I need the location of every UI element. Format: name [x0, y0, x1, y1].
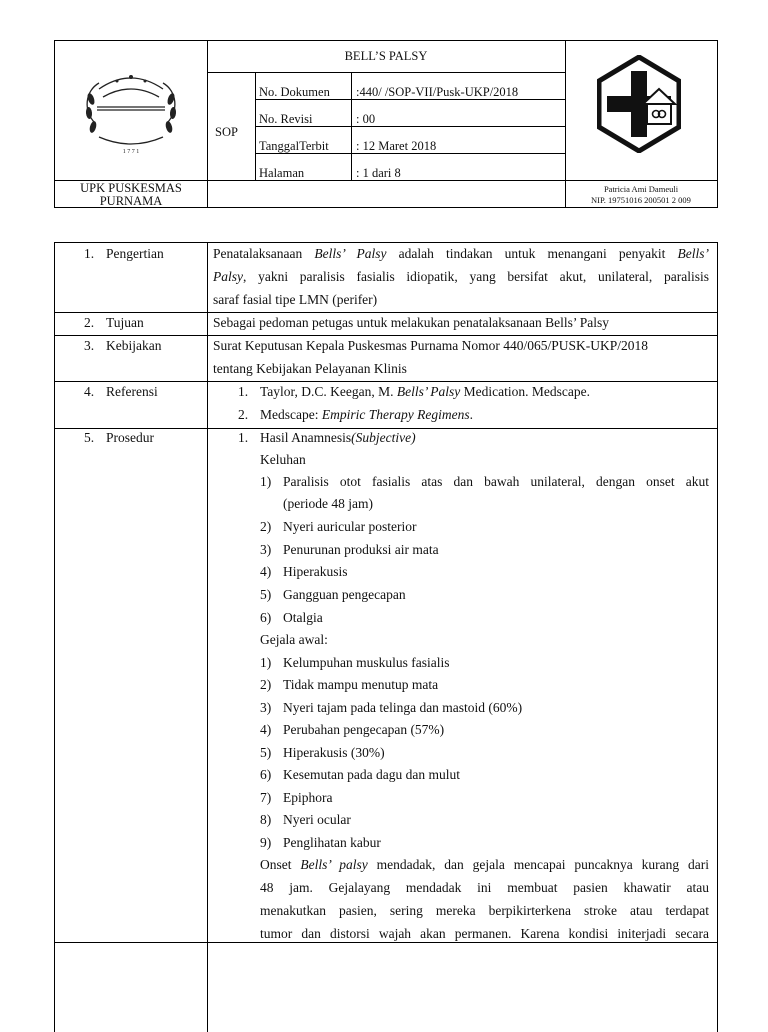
keluhan-item: Penurunan produksi air mata — [283, 542, 439, 557]
onset-paragraph-line: menakutkan pasien, sering mereka berpikirterkena stroke atau terdapat — [260, 903, 709, 918]
list-number: 6) — [260, 767, 272, 782]
divider — [55, 381, 717, 382]
field-value-dokumen: :440/ /SOP-VII/Pusk-UKP/2018 — [356, 85, 519, 99]
list-number: 1. — [238, 430, 249, 445]
row-number: 4. — [84, 384, 95, 399]
list-number: 4) — [260, 722, 272, 737]
gejala-item: Epiphora — [283, 790, 333, 805]
row-label-prosedur: Prosedur — [106, 430, 154, 445]
row-label-referensi: Referensi — [106, 384, 158, 399]
tujuan-text: Sebagai pedoman petugas untuk melakukan penatalaksanaan Bells’ Palsy — [213, 315, 610, 330]
divider — [55, 335, 717, 336]
list-number: 3) — [260, 700, 272, 715]
list-number: 6) — [260, 610, 272, 625]
divider — [55, 428, 717, 429]
puskesmas-logo-icon — [597, 55, 681, 153]
sop-label: SOP — [215, 125, 238, 139]
list-number: 2) — [260, 677, 272, 692]
field-label-dokumen: No. Dokumen — [259, 85, 330, 99]
list-number: 1) — [260, 474, 272, 489]
kebijakan-line: Surat Keputusan Kepala Puskesmas Purnama Nomor 440/065/PUSK-UKP/2018 — [213, 338, 648, 353]
field-value-tanggal: : 12 Maret 2018 — [356, 139, 437, 153]
onset-paragraph-line: 48 jam. Gejalayang mendadak ini membuat pasien khawatir atau — [260, 880, 709, 895]
keluhan-item: Nyeri auricular posterior — [283, 519, 417, 534]
document-header — [54, 40, 718, 208]
field-label-halaman: Halaman — [259, 166, 305, 180]
row-label-kebijakan: Kebijakan — [106, 338, 162, 353]
document-title: BELL’S PALSY — [344, 49, 428, 63]
gejala-item: Nyeri tajam pada telinga dan mastoid (60%) — [283, 700, 523, 715]
divider — [565, 41, 566, 207]
list-number: 2) — [260, 519, 272, 534]
field-label-tanggal: TanggalTerbit — [259, 139, 329, 153]
gejala-item: Kelumpuhan muskulus fasialis — [283, 655, 450, 670]
gejala-item: Kesemutan pada dagu dan mulut — [283, 767, 460, 782]
reference-item: Medscape: Empiric Therapy Regimens. — [260, 407, 473, 422]
keluhan-item: Otalgia — [283, 610, 323, 625]
row-number: 5. — [84, 430, 95, 445]
field-label-revisi: No. Revisi — [259, 112, 313, 126]
divider — [255, 126, 565, 127]
pengertian-line: Penatalaksanaan Bells’ Palsy adalah tindakan untuk menangani penyakit Bells’ — [213, 246, 709, 261]
divider — [255, 99, 565, 100]
gejala-item: Tidak mampu menutup mata — [283, 677, 439, 692]
divider — [207, 41, 208, 207]
keluhan-item: Paralisis otot fasialis atas dan bawah unilateral, dengan onset akut — [283, 474, 709, 489]
gejala-title: Gejala awal: — [260, 632, 328, 647]
list-number: 5) — [260, 587, 272, 602]
row-number: 3. — [84, 338, 95, 353]
list-number: 1) — [260, 655, 272, 670]
divider — [207, 72, 565, 73]
emblem-year: 1 7 7 1 — [122, 149, 140, 155]
list-number: 4) — [260, 564, 272, 579]
government-emblem-icon — [69, 63, 193, 163]
keluhan-item-cont: (periode 48 jam) — [283, 496, 373, 511]
list-number: 9) — [260, 835, 272, 850]
step-title: Hasil Anamnesis(Subjective) — [260, 430, 416, 445]
kebijakan-line: tentang Kebijakan Pelayanan Klinis — [213, 361, 407, 376]
gejala-item: Perubahan pengecapan (57%) — [283, 722, 445, 737]
list-number: 8) — [260, 812, 272, 827]
divider — [55, 312, 717, 313]
list-number: 5) — [260, 745, 272, 760]
pengertian-line: Palsy, yakni paralisis fasialis idiopatik, yang bersifat akut, unilateral, paralisis — [213, 269, 709, 284]
divider — [207, 243, 208, 1032]
divider — [255, 153, 565, 154]
org-name-line2: PURNAMA — [99, 194, 163, 208]
pengertian-line: saraf fasial tipe LMN (perifer) — [213, 292, 378, 307]
org-name-line1: UPK PUSKESMAS — [80, 181, 182, 195]
table-bottom-edge — [54, 942, 718, 943]
reference-item: Taylor, D.C. Keegan, M. Bells’ Palsy Medication. Medscape. — [260, 384, 590, 399]
signer-name: Patricia Ami Dameuli — [603, 184, 679, 194]
list-number: 7) — [260, 790, 272, 805]
list-number: 3) — [260, 542, 272, 557]
list-number: 2. — [238, 407, 249, 422]
row-label-pengertian: Pengertian — [106, 246, 164, 261]
row-number: 1. — [84, 246, 95, 261]
gejala-item: Hiperakusis (30%) — [283, 745, 385, 760]
onset-paragraph-line: tumor dan distorsi wajah akan permanen. Karena kondisi initerjadi secara — [260, 926, 709, 941]
gejala-item: Nyeri ocular — [283, 812, 351, 827]
row-number: 2. — [84, 315, 95, 330]
keluhan-item: Hiperakusis — [283, 564, 348, 579]
gejala-item: Penglihatan kabur — [283, 835, 381, 850]
list-number: 1. — [238, 384, 249, 399]
keluhan-item: Gangguan pengecapan — [283, 587, 406, 602]
field-value-halaman: : 1 dari 8 — [356, 166, 401, 180]
onset-paragraph-line: Onset Bells’ palsy mendadak, dan gejala mencapai puncaknya kurang dari — [260, 857, 709, 872]
signer-nip: NIP. 19751016 200501 2 009 — [591, 195, 691, 205]
keluhan-title: Keluhan — [260, 452, 306, 467]
row-label-tujuan: Tujuan — [106, 315, 144, 330]
field-value-revisi: : 00 — [356, 112, 376, 126]
